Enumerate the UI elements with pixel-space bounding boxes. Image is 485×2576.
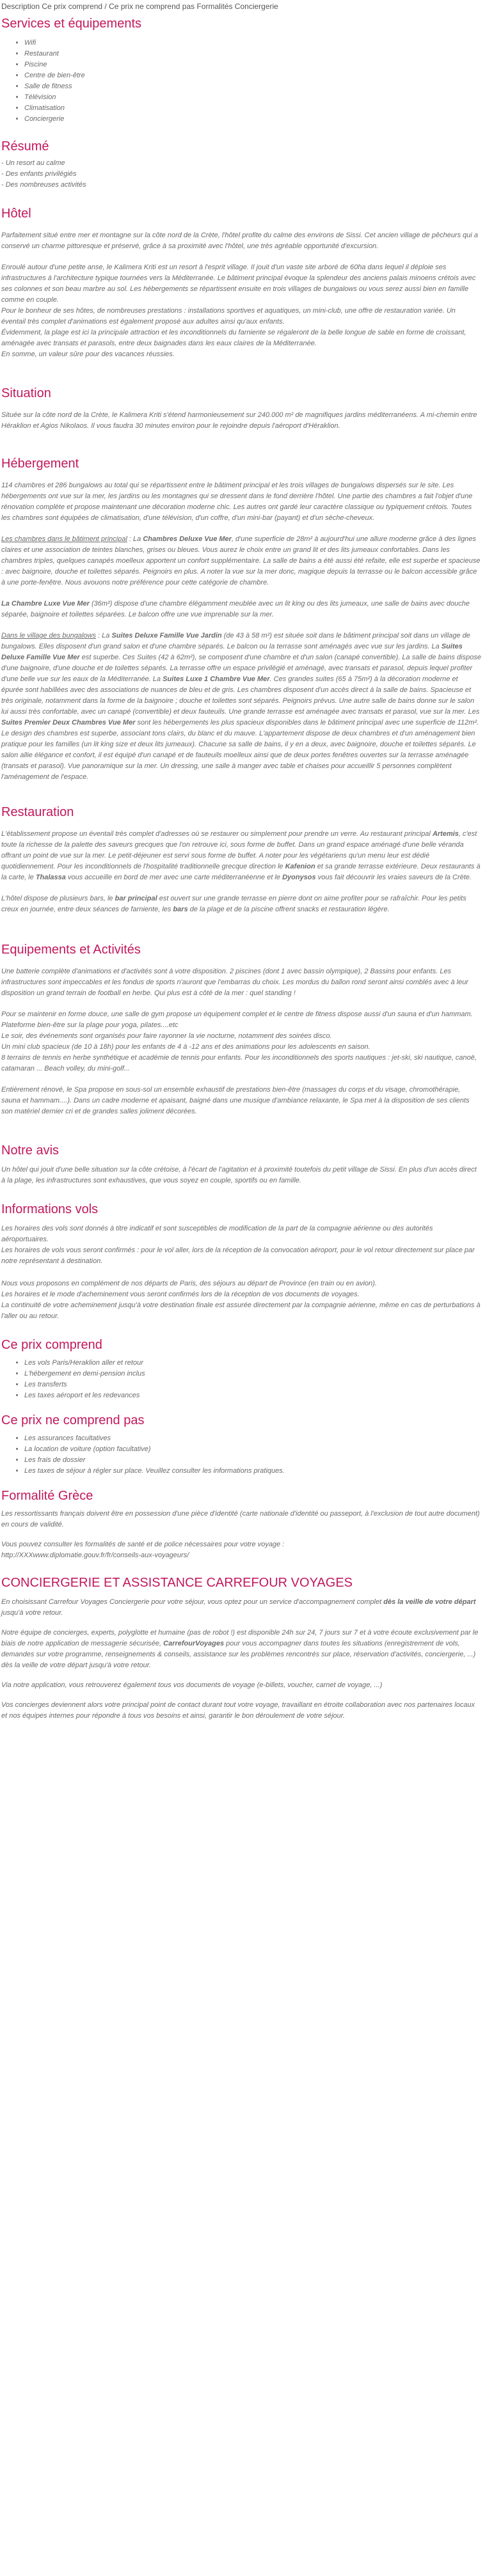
room-type: Suites Luxe 1 Chambre Vue Mer <box>163 675 270 683</box>
activites-paragraph-2: Pour se maintenir en forme douce, une salle de gym propose un équipement complet et le centre de fitness dispose aussi d'un sauna et d'un hammam. Plateforme bien-être sur la plage pour yoga, pilates....etc Le soir, des événements sont organisés pour faire rayonner la vie nocturne, notamment des soirées disco. Un mini club spacieux (de 10 à 18h) pour les enfants de 4 à -12 ans et des animations pour les adolescents en saison. 8 terrains de tennis en herbe synthétique et académie de tennis pour enfants. Pour les inconditionnels des sports nautiques : jet-ski, ski nautique, canoë, catamaran ... Beach volley, du mini-golf... <box>1 1010 477 1072</box>
conciergerie-paragraph-4: Vos concierges deviennent alors votre principal point de contact durant tout votre voyage, travaillant en étroite collaboration avec nos partenaires locaux et nos équipes internes pour répondre à tous vos besoins et ainsi, garantir le bon déroulement de votre séjour. <box>1 1701 475 1720</box>
list-item: • Les taxes aéroport et les redevances <box>24 1390 481 1401</box>
hotel-paragraph-1: Parfaitement situé entre mer et montagne sur la côte nord de la Crète, l'hôtel profite du calme des environs de Sissi. Cet ancien village de pêcheurs qui a conservé un charme pittoresque et préservé, grâce à sa proximité avec l'hôtel, une très agréable opportunité d'excursion. <box>1 232 479 250</box>
room-type: Suites Deluxe Famille Vue Jardin <box>111 632 222 640</box>
ne-comprend-title: Ce prix ne comprend pas <box>1 1413 145 1427</box>
text-run: (36m²) dispose d'une chambre élégamment meublée avec un lit king ou des lits jumeaux, une salle de bains avec douche séparée, baignoire et toilettes séparées. Le balcon offre une vue imprenable sur la mer. <box>1 600 470 618</box>
conciergerie-paragraph-3: Via notre application, vous retrouverez également tous vos documents de voyage (e-billets, voucher, carnet de voyage, ...) <box>1 1681 383 1689</box>
list-item: • Les assurances facultatives <box>24 1433 481 1444</box>
list-item: - Des nombreuses activités <box>1 181 86 189</box>
venue-name: Kafenion <box>285 863 315 870</box>
hebergement-title: Hébergement <box>1 457 79 471</box>
text-run: vous accueille en bord de mer avec une carte méditerranéenne et le <box>65 874 283 881</box>
list-item: • Piscine <box>24 59 481 70</box>
app-name: CarrefourVoyages <box>163 1640 225 1647</box>
text-run: . Ces grandes suites (65 à 75m²) à la décoration moderne et épurée sont habillées avec des associations de nuances de bleu et de gris. Les chambres disposent d'un accès direct à la salle de bains. Spacieuse et très originale, notamment dans la forme de la baignoire ; douche et toilettes sont séparés. Peignoirs prévus. Une autre salle de bains donne sur le salon lui aussi très confortable, avec un canapé (convertible) et deux fauteuils. Une grande terrasse est aménagée avec transats et parasol, vue sur la mer. Les <box>1 675 480 716</box>
text-run: est ouvert sur une grande terrasse en pierre dont on aime profiter pour se rafraîchir. Pour les petits creux en journée, entre deux séances de farniente, les <box>1 895 466 913</box>
ne-comprend-list <box>1 1433 481 1477</box>
text-run: et sa grande terrasse extérieure. Deux restaurants à la carte, le <box>1 863 481 881</box>
venue-name: Artemis <box>432 830 459 838</box>
conciergerie-paragraph-1 <box>1 1597 481 1619</box>
list-item: • Les taxes de séjour à régler sur place. Veuillez consulter les informations pratiques. <box>24 1466 481 1477</box>
list-item: • Les frais de dossier <box>24 1455 481 1466</box>
list-item: • Climatisation <box>24 103 481 114</box>
restauration-title: Restauration <box>1 805 74 819</box>
text-run: (de 43 à 58 m²) est située soit dans le bâtiment principal soit dans un village de bungalows. Elles disposent d'un grand salon et d'une chambre séparés. Le balcon ou la terrasse sont aménagés avec vue sur les jardins. La <box>1 632 470 650</box>
venue-name: Thalassa <box>35 874 66 881</box>
text-run: pour vous accompagner dans toutes les situations (enregistrement de vols, demandes sur votre programme, renseignements & conseils, assistance sur les problèmes rencontrés sur place, réservation d'activités, conciergerie, ...) dès la veille de votre départ jusqu'à votre retour. <box>1 1640 476 1669</box>
conciergerie-title: CONCIERGERIE ET ASSISTANCE CARREFOUR VOYAGES <box>1 1576 353 1590</box>
resume-list <box>1 158 481 191</box>
venue-name: bar principal <box>115 895 157 902</box>
text-run: : La <box>127 535 143 543</box>
formalite-title: Formalité Grèce <box>1 1489 93 1503</box>
section-label: Dans le village des bungalows <box>1 632 96 640</box>
comprend-list <box>1 1358 481 1401</box>
list-item: • Télévision <box>24 92 481 103</box>
text-run: sont les hébergements les plus spacieux disponibles dans le bâtiment principal avec une superficie de 112m². Le design des chambres est superbe, associant tons clairs, du blanc et du mauve. L'appartement dispose de deux chambres et d'un aménagement bien pratique pour les familles (un lit king size et deux lits jumeaux). Chacune sa salle de bains, il y en a deux, avec baignoire, douche et toilettes séparés. Le salon allie élégance et confort, il est équipé d'un canapé et de fauteuils moelleux ainsi que de deux portes fenêtres ouvertes sur la terrasse aménagée (transats et parasol). Vue panoramique sur la mer. Un dressing, une salle à manger avec table et chaises pour accueillir 5 personnes complètent l'aménagement de l'espace. <box>1 719 479 781</box>
services-list <box>1 38 481 125</box>
room-type: Chambres Deluxe Vue Mer <box>143 535 232 543</box>
hebergement-paragraph-3 <box>1 599 481 620</box>
conciergerie-paragraph-2 <box>1 1628 481 1671</box>
resume-title: Résumé <box>1 139 49 153</box>
hotel-paragraph-2: Enroulé autour d'une petite anse, le Kalimera Kriti est un resort à l'esprit village. Il jouit d'un vaste site arboré de 60ha dans lequel il déploie ses infrastructures à l'architecture typique tournées vers la Méditerranée. Le bâtiment principal évoque la splendeur des anciens palais minoens crétois avec ses colonnes et son beau marbre au sol. Les hébergements se répartissent ensuite en trois villages de bungalows ou vous serez aussi bien en famille comme en couple. Pour le bonheur de ses hôtes, de nombreuses prestations : installations sportives et aquatiques, un mini-club, une offre de restauration variée. Un éventail très complet d'animations est également proposé aux adultes ainsi qu'aux enfants. Évidemment, la plage est ici la principale attraction et les inconditionnels du farniente se régaleront de la belle longue de sable en forme de croissant, aménagée avec transats et parasols, entre deux baignades dans les eaux claires de la Méditerranée. En somme, un valeur sûre pour des vacances réussies. <box>1 263 476 358</box>
list-item: • La location de voiture (option facultative) <box>24 1444 481 1455</box>
list-item: • Centre de bien-être <box>24 70 481 81</box>
activites-paragraph-1: Une batterie complète d'animations et d'activités sont à votre disposition. 2 piscines (dont 1 avec bassin olympique), 2 Bassins pour enfants. Les infrastructures sont impeccables et les fondus de sports n'auront que l'embarras du choix. Les mordus du ballon rond seront ainsi comblés avec à leur disposition un grand terrain de football en herbe. Qui plus est à côté de la mer : quel standing ! <box>1 968 468 997</box>
formalite-paragraph-2: Vous pouvez consulter les formalités de santé et de police nécessaires pour votre voyage : http://XXXwww.diplomatie.gouv.fr/fr/conseils-aux-voyageurs/ <box>1 1541 285 1559</box>
hebergement-paragraph-1: 114 chambres et 286 bungalows au total qui se répartissent entre le bâtiment principal et les trois villages de bungalows dispersés sur le site. Les hébergements ont vue sur la mer, les jardins ou les montagnes qui se dressent dans le fond derrière l'hôtel. Une partie des chambres a fait l'objet d'une rénovation complète et propose maintenant une décoration moderne chic. Les autres ont gardé leur caractère classique ou typiquement crétois. Toutes les chambres sont équipées de climatisation, d'une télévision, d'un coffre, d'un mini-bar (payant) et d'un sèche-cheveux. <box>1 482 473 522</box>
situation-paragraph: Située sur la côte nord de la Crète, le Kalimera Kriti s'étend harmonieusement sur 240.000 m² de magnifiques jardins méditerranéens. A mi-chemin entre Héraklion et Agios Nikolaos. Il vous faudra 30 minutes environ pour le rejoindre depuis l'aéroport d'Héraklion. <box>1 411 477 430</box>
text-run: : La <box>95 632 112 640</box>
text-run: vous fait découvrir les vraies saveurs de la Crète. <box>315 874 472 881</box>
services-title: Services et équipements <box>1 17 142 31</box>
list-item: • Salle de fitness <box>24 81 481 92</box>
avis-title: Notre avis <box>1 1143 60 1158</box>
venue-name: Dyonysos <box>282 874 316 881</box>
text-run: L'hôtel dispose de plusieurs bars, le <box>1 895 115 902</box>
text-run: , c'est toute la richesse de la palette des saveurs grecques que l'on retrouve ici, sous forme de buffet. Dans un grand espace aménagé d'une belle véranda offrant un point de vue sur la mer. Le petit-déjeuner est servi sous forme de buffet. A noter pour les végétariens qu'un menu leur est dédié quotidiennement. Pour les inconditionnels de l'hospitalité traditionnelle grecque direction le <box>1 830 477 870</box>
restauration-paragraph-2 <box>1 893 481 915</box>
list-item: • Les transferts <box>24 1379 481 1390</box>
list-item: • Conciergerie <box>24 114 481 125</box>
infos-paragraph-2: Nous vous proposons en complément de nos départs de Paris, des séjours au départ de Province (en train ou en avion). Les horaires et le mode d'acheminement vous seront confirmés lors de la réception de vos documents de voyages. La continuité de votre acheminement jusqu'à votre destination finale est assurée directement par la compagnie aérienne, même en cas de perturbations à l'aller ou au retour. <box>1 1280 481 1320</box>
section-label: Les chambres dans le bâtiment principal <box>1 535 127 543</box>
hotel-title: Hôtel <box>1 207 31 221</box>
list-item: • Wifi <box>24 38 481 49</box>
highlight: dès la veille de votre départ <box>383 1598 476 1606</box>
situation-title: Situation <box>1 386 51 400</box>
text-run: L'établissement propose un éventail très complet d'adresses où se restaurer ou simplement pour prendre un verre. Au restaurant principal <box>1 830 433 838</box>
breadcrumb: Description Ce prix comprend / Ce prix ne comprend pas Formalités Conciergerie <box>1 2 278 11</box>
list-item: • L'hébergement en demi-pension inclus <box>24 1369 481 1379</box>
text-run: , d'une superficie de 28m² à aujourd'hui une allure moderne grâce à des lignes claires et une association de teintes blanches, grises ou bleues. Vous aurez le choix entre un grand lit et des lits jumeaux confortables. Dans les chambres triples, quelques canapés moelleux apportent un confort supplémentaire. La salle de bains a été aussi été refaite, elle est superbe et spacieuse : avec baignoire, douche et toilettes séparés. Peignoirs en plus. A noter la vue sur la mer donc, magique depuis la terrasse ou le balcon accessible grâce à une porte-fenêtre. Nous avouons notre préférence pour cette catégorie de chambre. <box>1 535 481 586</box>
list-item: - Un resort au calme <box>1 159 65 167</box>
activites-title: Equipements et Activités <box>1 943 141 957</box>
room-type: Suites Deluxe Famille Vue Mer <box>1 643 463 661</box>
venue-name: bars <box>173 906 188 913</box>
text-run: En choisissant Carrefour Voyages Conciergerie pour votre séjour, vous optez pour un service d'accompagnement complet <box>1 1598 384 1606</box>
list-item: • Restaurant <box>24 49 481 59</box>
infos-title: Informations vols <box>1 1202 99 1216</box>
infos-paragraph-1: Les horaires des vols sont donnés à titre indicatif et sont susceptibles de modification de la part de la compagnie aérienne ou des autorités aéroportuaires. Les horaires de vols vous seront confirmés : pour le vol aller, lors de la réception de la convocation aéroport, pour le vol retour directement sur place par notre représentant à destination. <box>1 1225 475 1265</box>
room-type: La Chambre Luxe Vue Mer <box>1 600 90 608</box>
text-run: est superbe. Ces Suites (42 à 62m²), se composent d'une chambre et d'un salon (canapé convertible). La salle de bains dispose d'une baignoire, d'une douche et de toilettes séparés. La terrasse offre un espace privilégié et aménagé, avec transats et parasol, depuis lequel profiter d'une belle vue sur les eaux de la Méditerranée. La <box>1 654 481 683</box>
hebergement-paragraph-2 <box>1 534 481 588</box>
text-run: Notre équipe de concierges, experts, polyglotte et humaine (pas de robot !) est disponible 24h sur 24, 7 jours sur 7 et à votre écoute exclusivement par le biais de notre application de messagerie sécurisée, <box>1 1629 479 1647</box>
text-run: de la plage et de la piscine offrent snacks et restauration légère. <box>187 906 390 913</box>
comprend-title: Ce prix comprend <box>1 1338 102 1352</box>
hebergement-paragraph-4 <box>1 631 481 783</box>
list-item: • Les vols Paris/Heraklion aller et retour <box>24 1358 481 1369</box>
formalite-paragraph-1: Les ressortissants français doivent être en possession d'une pièce d'identité (carte nationale d'identité ou passeport, à l'exclusion de tout autre document) en cours de validité. <box>1 1510 480 1528</box>
avis-paragraph: Un hôtel qui jouit d'une belle situation sur la côte crétoise, à l'écart de l'agitation et à proximité toutefois du petit village de Sissi. En plus d'un accès direct à la plage, les infrastructures sont exhaustives, que vous soyez en couple, sportifs ou en famille. <box>1 1166 477 1184</box>
room-type: Suites Premier Deux Chambres Vue Mer <box>1 719 136 726</box>
restauration-paragraph-1 <box>1 829 481 883</box>
text-run: jusqu'à votre retour. <box>1 1609 63 1617</box>
activites-paragraph-3: Entièrement rénové, le Spa propose en sous-sol un ensemble exhaustif de prestations bien-être (massages du corps et du visage, chromothérapie, sauna et hammam....). Dans un cadre moderne et apaisant, baigné dans une musique d'ambiance relaxante, le Spa met à la disposition de ses clients son matériel dernier cri et de grandes salles joliment décorées. <box>1 1086 470 1115</box>
list-item: - Des enfants privilégiés <box>1 170 77 178</box>
